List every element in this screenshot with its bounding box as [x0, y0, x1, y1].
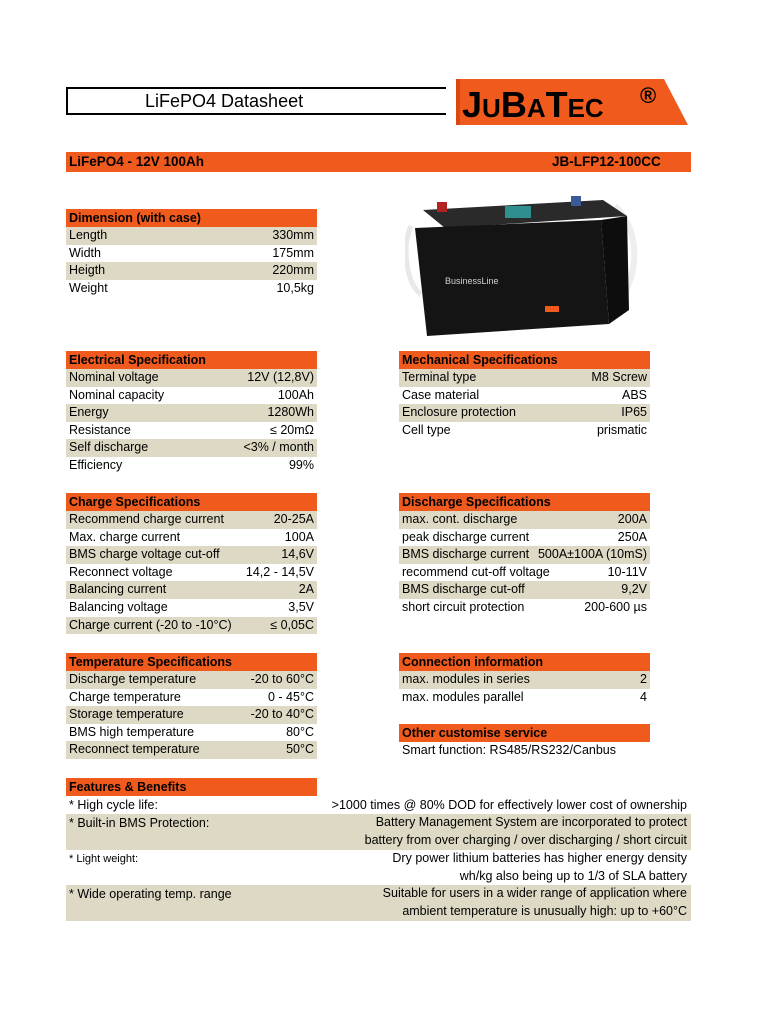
charge-row [66, 564, 317, 582]
discharge-heading: Discharge Specifications [399, 493, 650, 511]
discharge-row-value: 500A±100A (10mS) [537, 547, 647, 562]
discharge-row-label: BMS discharge current [402, 547, 530, 562]
discharge-row [399, 546, 650, 564]
charge-row [66, 529, 317, 547]
dimension-row-value: 330mm [272, 228, 314, 242]
temperature-row-label: BMS high temperature [69, 724, 195, 739]
temperature-row-value: -20 to 60°C [250, 672, 314, 686]
temperature-row-value: -20 to 40°C [250, 707, 314, 722]
dimension-row [66, 262, 317, 280]
charge-row-value: ≤ 0,05C [270, 617, 314, 632]
charge-row-value: 14,2 - 14,5V [245, 564, 314, 579]
discharge-row [399, 564, 650, 582]
charge-row-label: Recommend charge current [69, 512, 224, 526]
connection-row-label: max. modules parallel [402, 689, 524, 704]
temperature-row-label: Storage temperature [69, 707, 184, 722]
connection-row [399, 689, 650, 707]
electrical-row-value: <3% / month [243, 440, 314, 455]
charge-row-label: Max. charge current [69, 529, 181, 544]
electrical-row [66, 369, 317, 387]
electrical-row-value: 1280Wh [267, 405, 314, 420]
product-name: LiFePO4 - 12V 100Ah [69, 154, 205, 169]
mechanical-heading: Mechanical Specifications [399, 351, 650, 369]
temperature-row [66, 706, 317, 724]
mechanical-row-value: IP65 [621, 405, 647, 420]
electrical-row-value: 12V (12,8V) [247, 370, 314, 384]
dimension-row-label: Heigth [69, 263, 106, 278]
charge-heading: Charge Specifications [66, 493, 317, 511]
connection-row [399, 671, 650, 689]
dimension-row [66, 280, 317, 298]
electrical-row-label: Resistance [69, 422, 131, 437]
charge-row-value: 3,5V [288, 599, 314, 614]
dimension-row-value: 175mm [272, 245, 314, 260]
dimension-table [66, 209, 317, 297]
other-service-table [399, 724, 650, 760]
dimension-row [66, 245, 317, 263]
electrical-row-label: Self discharge [69, 440, 149, 455]
charge-row [66, 511, 317, 529]
charge-row-value: 2A [298, 582, 314, 597]
temperature-row-label: Charge temperature [69, 689, 181, 704]
connection-row-value: 4 [640, 689, 647, 704]
dimension-row-value: 220mm [272, 263, 314, 278]
charge-row-value: 14,6V [281, 547, 314, 562]
electrical-row-value: 100Ah [277, 387, 314, 402]
electrical-row-label: Nominal voltage [69, 370, 159, 384]
mechanical-row-value: M8 Screw [591, 370, 647, 384]
discharge-table [399, 493, 650, 617]
mechanical-row [399, 387, 650, 405]
feature-row: * Built-in BMS Protection: Battery Management System are incorporated to protect battery from over charging / over discharging / short circuit [66, 814, 691, 850]
discharge-row-label: short circuit protection [402, 599, 525, 614]
charge-row-label: Reconnect voltage [69, 564, 173, 579]
temperature-heading: Temperature Specifications [66, 653, 317, 671]
other-service-heading: Other customise service [399, 724, 650, 742]
discharge-row-label: max. cont. discharge [402, 512, 518, 526]
feature-row: * High cycle life: >1000 times @ 80% DOD for effectively lower cost of ownership [69, 798, 687, 812]
feature-row: * Light weight: Dry power lithium batteries has higher energy density wh/kg also being up to 1/3 of SLA battery [69, 851, 687, 883]
jubatec-logo [448, 79, 688, 125]
electrical-row [66, 387, 317, 405]
charge-row-value: 20-25A [273, 512, 314, 526]
charge-row-label: Balancing current [69, 582, 167, 597]
temperature-row-value: 0 - 45°C [268, 689, 314, 704]
temperature-row [66, 689, 317, 707]
temperature-row-label: Discharge temperature [69, 672, 197, 686]
connection-row-label: max. modules in series [402, 672, 530, 686]
temperature-row [66, 671, 317, 689]
discharge-row-value: 250A [617, 529, 647, 544]
product-code: JB-LFP12-100CC [552, 154, 661, 169]
electrical-row-label: Efficiency [69, 457, 123, 472]
electrical-row-label: Energy [69, 405, 109, 420]
electrical-heading: Electrical Specification [66, 351, 317, 369]
discharge-row [399, 529, 650, 547]
discharge-row-label: peak discharge current [402, 529, 530, 544]
charge-row [66, 546, 317, 564]
discharge-row [399, 581, 650, 599]
mechanical-row-label: Enclosure protection [402, 405, 516, 420]
mechanical-row [399, 404, 650, 422]
temperature-row [66, 741, 317, 759]
electrical-row-label: Nominal capacity [69, 387, 165, 402]
charge-row-label: BMS charge voltage cut-off [69, 547, 220, 562]
discharge-row-value: 200-600 µs [584, 599, 647, 614]
features-heading: Features & Benefits [66, 778, 317, 796]
charge-row-label: Charge current (-20 to -10°C) [69, 617, 232, 632]
svg-text:JUBATEC: JUBATEC [462, 84, 604, 125]
dimension-row-label: Length [69, 228, 108, 242]
mechanical-row-label: Case material [402, 387, 480, 402]
mechanical-row [399, 369, 650, 387]
electrical-row [66, 457, 317, 475]
temperature-row-value: 50°C [286, 742, 314, 757]
electrical-row [66, 422, 317, 440]
charge-table [66, 493, 317, 634]
charge-row [66, 581, 317, 599]
svg-text:BusinessLine: BusinessLine [445, 276, 499, 286]
charge-row [66, 617, 317, 635]
temperature-row-value: 80°C [286, 724, 314, 739]
discharge-row-value: 10-11V [607, 564, 647, 579]
electrical-row [66, 439, 317, 457]
temperature-table [66, 653, 317, 759]
dimension-row-value: 10,5kg [276, 280, 314, 295]
temperature-row [66, 724, 317, 742]
temperature-row-label: Reconnect temperature [69, 742, 200, 757]
discharge-row [399, 511, 650, 529]
discharge-row-label: BMS discharge cut-off [402, 582, 525, 597]
dimension-row-label: Weight [69, 280, 108, 295]
electrical-row-value: ≤ 20mΩ [270, 422, 314, 437]
connection-row-value: 2 [640, 672, 647, 686]
discharge-row-label: recommend cut-off voltage [402, 564, 550, 579]
registered-mark: ® [640, 83, 657, 108]
connection-heading: Connection information [399, 653, 650, 671]
discharge-row-value: 9,2V [621, 582, 647, 597]
charge-row-label: Balancing voltage [69, 599, 168, 614]
mechanical-row [399, 422, 650, 440]
other-service-text: Smart function: RS485/RS232/Canbus [402, 743, 617, 757]
battery-photo-icon [405, 186, 645, 338]
mechanical-row-value: prismatic [596, 422, 647, 437]
electrical-row [66, 404, 317, 422]
electrical-table [66, 351, 317, 475]
charge-row [66, 599, 317, 617]
dimension-row-label: Width [69, 245, 101, 260]
mechanical-table [399, 351, 650, 439]
connection-table [399, 653, 650, 706]
discharge-row-value: 200A [617, 512, 647, 526]
discharge-row [399, 599, 650, 617]
mechanical-row-label: Terminal type [402, 370, 477, 384]
charge-row-value: 100A [284, 529, 314, 544]
page-title: LiFePO4 Datasheet [145, 91, 304, 111]
product-bar [66, 152, 691, 172]
dimension-row [66, 227, 317, 245]
feature-row: * Wide operating temp. range Suitable for users in a wider range of application where ambient temperature is unusually high: up to +60°C [66, 885, 691, 921]
dimension-heading: Dimension (with case) [66, 209, 317, 227]
electrical-row-value: 99% [288, 457, 314, 472]
mechanical-row-value: ABS [621, 387, 647, 402]
mechanical-row-label: Cell type [402, 422, 451, 437]
